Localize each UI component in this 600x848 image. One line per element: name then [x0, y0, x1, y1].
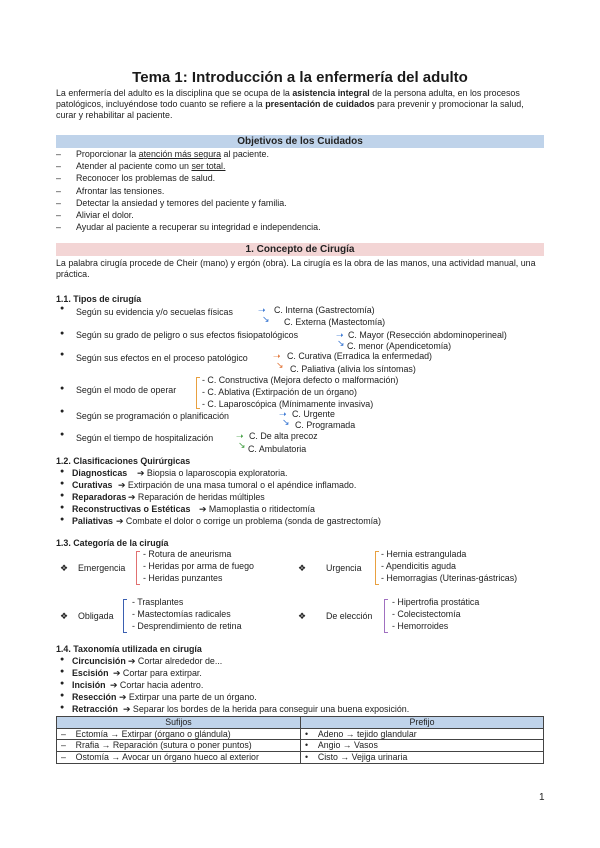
categoria-eleccion: ❖ De elección - Hipertrofia prostática - Colecistectomía - Hemorroides: [298, 597, 480, 631]
list-item: ● Resección ➔ Extirpar una parte de un órgano.: [60, 692, 257, 702]
categoria-urgencia: ❖ Urgencia - Hernia estrangulada - Apendicitis aguda - Hemorragias (Uterinas-gástricas): [298, 549, 518, 583]
taxo-heading: 1.4. Taxonomía utilizada en cirugía: [56, 644, 202, 654]
tipos-row-5: ● Según se programación o planificación ➝ C. Urgente ↘ C. Programada: [60, 408, 356, 430]
list-item: ● Escisión ➔ Cortar para extirpar.: [60, 668, 202, 678]
list-item: – Afrontar las tensiones.: [56, 186, 544, 198]
list-item: ● Paliativas ➔ Combate el dolor o corrige un problema (sonda de gastrectomía): [60, 516, 381, 526]
tipos-row-4: ● Según el modo de operar - C. Constructiva (Mejora defecto o malformación) - C. Ablativa (Extirpación de un órgano) - C. Laparoscópica (Mínimamente invasiva): [60, 375, 399, 409]
tipos-heading: 1.1. Tipos de cirugía: [56, 294, 142, 304]
objetivos-list: [56, 149, 544, 234]
list-item: ● Circuncisión ➔ Cortar alrededor de...: [60, 656, 223, 666]
list-item: – Atender al paciente como un ser total.: [56, 161, 544, 173]
list-item: ● Reparadoras ➔ Reparación de heridas múltiples: [60, 492, 265, 502]
intro-text-2: de la persona adulta, en los procesos patológicos, incluyéndose todo cuanto se refiere a la: [56, 88, 520, 109]
table-header: Prefijo: [301, 717, 544, 729]
intro-bold-1: asistencia integral: [292, 88, 370, 98]
intro-text-3: para prevenir y promocionar la salud, curar y rehabilitar al paciente.: [56, 98, 524, 120]
list-item: – Aliviar el dolor.: [56, 210, 544, 222]
tipos-row-6: ● Según el tiempo de hospitalización ➝ C. De alta precoz ↘ C. Ambulatoria: [60, 431, 318, 454]
tipos-row-2: ● Según su grado de peligro o sus efectos fisiopatológicos ➝ C. Mayor (Resección abdominoperineal) ↘ C. menor (Apendicetomía): [60, 330, 507, 351]
list-item: – Detectar la ansiedad y temores del paciente y familia.: [56, 198, 544, 210]
list-item: – Proporcionar la atención más segura al paciente.: [56, 149, 544, 161]
categoria-obligada: ❖ Obligada - Trasplantes - Mastectomías radicales - Desprendimiento de retina: [60, 597, 242, 631]
list-item: ● Reconstructivas o Estéticas ➔ Mamoplastia o ritidectomía: [60, 504, 315, 514]
document-page: [56, 0, 544, 848]
clasif-heading: 1.2. Clasificaciones Quirúrgicas: [56, 456, 191, 466]
table-header: Sufijos: [57, 717, 301, 729]
list-item: ● Retracción ➔ Separar los bordes de la herida para conseguir una buena exposición.: [60, 704, 410, 714]
list-item: ● Incisión ➔ Cortar hacia adentro.: [60, 680, 204, 690]
intro-text-1: La enfermería del adulto es la disciplina que se ocupa de la: [56, 88, 293, 98]
concepto-text: La palabra cirugía procede de Cheir (mano) y ergón (obra). La cirugía es la obra de las manos, una actividad manual, una práctica.: [56, 258, 536, 279]
page-title: Tema 1: Introducción a la enfermería del adulto: [132, 69, 468, 86]
intro-bold-2: presentación de cuidados: [265, 98, 375, 109]
tipos-row-1: ● Según su evidencia y/o secuelas físicas ➝ C. Interna (Gastrectomía) ↘ C. Externa (Mastectomía): [60, 305, 386, 327]
table-row: – Ostomía → Avocar un órgano hueco al exterior • Cisto → Vejiga urinaria: [57, 752, 544, 764]
list-item: ● Curativas ➔ Extirpación de una masa tumoral o el apéndice inflamado.: [60, 480, 357, 490]
intro-paragraph: [56, 88, 544, 121]
categoria-heading: 1.3. Categoría de la cirugía: [56, 538, 169, 548]
table-row: – Rrafia → Reparación (sutura o poner puntos) • Angio → Vasos: [57, 740, 544, 752]
concepto-heading: 1. Concepto de Cirugía: [56, 243, 544, 256]
objetivos-heading: Objetivos de los Cuidados: [56, 135, 544, 148]
list-item: – Ayudar al paciente a recuperar su integridad e independencia.: [56, 222, 544, 234]
sufijos-prefijos-table: [56, 716, 544, 764]
table-row: – Ectomía → Extirpar (órgano o glándula) • Adeno → tejido glandular: [57, 728, 544, 740]
list-item: ● Diagnosticas ➔ Biopsia o laparoscopia exploratoria.: [60, 468, 288, 478]
tipos-row-3: ● Según sus efectos en el proceso patológico ➝ C. Curativa (Erradica la enfermedad) ↘ C. Paliativa (alivia los síntomas): [60, 351, 433, 374]
page-number: 1: [539, 792, 545, 803]
list-item: – Reconocer los problemas de salud.: [56, 173, 544, 185]
categoria-emergencia: ❖ Emergencia - Rotura de aneurisma - Heridas por arma de fuego - Heridas punzantes: [60, 549, 254, 583]
